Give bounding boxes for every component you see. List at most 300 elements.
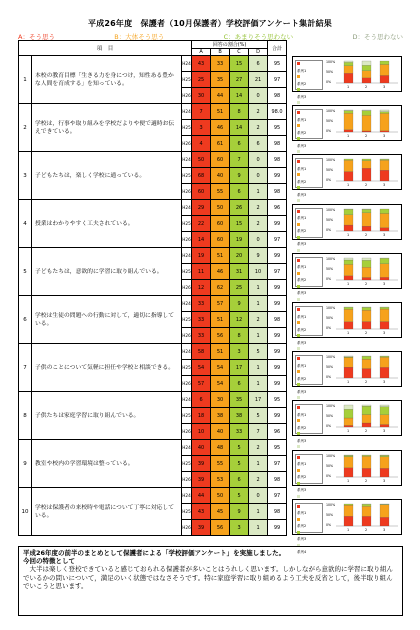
chart-bar-segment bbox=[344, 130, 353, 132]
value-b: 57 bbox=[211, 296, 230, 312]
item-question: 学校は生徒の問題への行動に対して，適切に指導している。 bbox=[32, 296, 182, 344]
chart-bar-segment bbox=[362, 504, 371, 506]
page-title: 平成26年度 保護者（10月保護者）学校評価アンケート集計結果 bbox=[88, 19, 332, 28]
results-table bbox=[18, 40, 287, 536]
value-a: 58 bbox=[192, 344, 211, 360]
chart-bar-segment bbox=[362, 159, 371, 161]
chart-category-label: 1 bbox=[347, 232, 350, 237]
legend-swatch bbox=[297, 173, 300, 176]
value-a: 43 bbox=[192, 504, 211, 520]
chart-category-label: 3 bbox=[383, 232, 386, 237]
value-total: 95 bbox=[268, 56, 287, 72]
value-total: 99 bbox=[268, 168, 287, 184]
value-total: 95 bbox=[268, 392, 287, 408]
header-item: 項 目 bbox=[19, 41, 192, 56]
summary-subtitle: 今回の特徴として bbox=[23, 557, 75, 566]
chart-legend-entry: 系列3 bbox=[297, 94, 307, 99]
legend-d: D：そう思わない bbox=[352, 33, 403, 41]
year-label: H26 bbox=[182, 424, 192, 440]
value-a: 50 bbox=[192, 152, 211, 168]
value-c: 26 bbox=[230, 200, 249, 216]
value-d: 2 bbox=[249, 472, 268, 488]
value-a: 12 bbox=[192, 280, 211, 296]
value-d: 1 bbox=[249, 376, 268, 392]
chart-tick-label: 50% bbox=[326, 512, 334, 517]
stacked-chart bbox=[292, 351, 402, 394]
legend-swatch bbox=[297, 285, 300, 288]
table-row bbox=[19, 248, 287, 264]
year-label: H24 bbox=[182, 104, 192, 120]
chart-category-label: 2 bbox=[365, 232, 368, 237]
chart-legend-entry: 系列3 bbox=[297, 340, 307, 345]
chart-category-label: 3 bbox=[383, 331, 386, 335]
value-d: 2 bbox=[249, 312, 268, 328]
chart-legend-entry: 系列2 bbox=[297, 81, 307, 86]
value-b: 55 bbox=[211, 456, 230, 472]
value-a: 6 bbox=[192, 392, 211, 408]
item-question: 子どもたちは，楽しく学校に通っている。 bbox=[32, 152, 182, 200]
year-label: H26 bbox=[182, 184, 192, 200]
chart-bar-segment bbox=[362, 71, 371, 78]
value-b: 48 bbox=[211, 440, 230, 456]
value-b: 60 bbox=[211, 152, 230, 168]
value-b: 40 bbox=[211, 424, 230, 440]
chart-legend-entry: 系列2 bbox=[297, 130, 307, 135]
chart-bar-segment bbox=[362, 307, 371, 310]
value-d: 1 bbox=[249, 184, 268, 200]
value-c: 9 bbox=[230, 504, 249, 520]
chart-legend-entry: 系列2 bbox=[297, 179, 307, 184]
legend-swatch bbox=[297, 160, 300, 163]
chart-legend-entry: 系列1 bbox=[297, 511, 307, 516]
chart-bar-segment bbox=[380, 277, 389, 280]
value-a: 33 bbox=[192, 296, 211, 312]
chart-bar-segment bbox=[344, 358, 353, 368]
chart-tick-label: 0% bbox=[326, 129, 332, 134]
chart-category-label: 2 bbox=[365, 183, 368, 188]
chart-bar-segment bbox=[380, 112, 389, 114]
value-c: 12 bbox=[230, 312, 249, 328]
value-a: 19 bbox=[192, 248, 211, 264]
value-c: 7 bbox=[230, 152, 249, 168]
value-d: 6 bbox=[249, 56, 268, 72]
chart-legend-entry: 系列2 bbox=[297, 425, 307, 430]
value-a: 14 bbox=[192, 232, 211, 248]
value-c: 33 bbox=[230, 424, 249, 440]
value-total: 97 bbox=[268, 72, 287, 88]
chart-category-label: 2 bbox=[365, 380, 368, 385]
value-b: 54 bbox=[211, 360, 230, 376]
year-label: H26 bbox=[182, 232, 192, 248]
chart-bar-segment bbox=[380, 258, 389, 264]
item-question: 子供たちは家庭学習に取り組んでいる。 bbox=[32, 392, 182, 440]
chart-bar-segment bbox=[380, 161, 389, 171]
chart-tick-label: 50% bbox=[326, 70, 334, 74]
chart-legend bbox=[295, 257, 323, 296]
chart-category-label: 1 bbox=[347, 331, 350, 335]
chart-tick-label: 0% bbox=[326, 80, 332, 84]
chart-bar-segment bbox=[380, 65, 389, 76]
chart-bar-segment bbox=[380, 425, 389, 427]
chart-category-label: 3 bbox=[383, 380, 386, 385]
chart-bar-segment bbox=[344, 456, 353, 467]
chart-legend-entry: 系列3 bbox=[297, 192, 307, 197]
chart-tick-label: 0% bbox=[326, 276, 332, 281]
chart-bar-segment bbox=[362, 405, 371, 406]
value-total: 99 bbox=[268, 376, 287, 392]
stacked-chart bbox=[292, 204, 402, 247]
chart-bar-segment bbox=[362, 110, 371, 111]
value-c: 3 bbox=[230, 520, 249, 536]
legend-swatch bbox=[297, 236, 300, 239]
chart-category-label: 1 bbox=[347, 429, 350, 434]
chart-bar-segment bbox=[344, 225, 353, 231]
value-total: 99 bbox=[268, 280, 287, 296]
chart-category-label: 1 bbox=[347, 183, 350, 188]
stacked-chart bbox=[292, 499, 402, 555]
value-b: 35 bbox=[211, 72, 230, 88]
chart-bar-segment bbox=[380, 407, 389, 415]
table-row bbox=[19, 440, 287, 456]
chart-bar-segment bbox=[344, 367, 353, 378]
item-question: 授業はわかりやすく工夫されている。 bbox=[32, 200, 182, 248]
value-c: 38 bbox=[230, 408, 249, 424]
value-d: 2 bbox=[249, 440, 268, 456]
chart-legend bbox=[295, 158, 323, 197]
value-a: 30 bbox=[192, 88, 211, 104]
chart-category-label: 2 bbox=[365, 429, 368, 434]
value-c: 6 bbox=[230, 472, 249, 488]
chart-bar-segment bbox=[380, 61, 389, 65]
value-total: 98 bbox=[268, 152, 287, 168]
value-c: 6 bbox=[230, 136, 249, 152]
chart-bar-segment bbox=[344, 322, 353, 329]
value-b: 33 bbox=[211, 56, 230, 72]
legend-swatch bbox=[297, 298, 300, 301]
value-total: 99 bbox=[268, 344, 287, 360]
chart-plot bbox=[326, 403, 400, 433]
chart-category-label: 1 bbox=[347, 527, 350, 532]
value-d: 2 bbox=[249, 104, 268, 120]
value-c: 5 bbox=[230, 440, 249, 456]
chart-category-label: 1 bbox=[347, 478, 350, 483]
item-number: 9 bbox=[19, 440, 32, 488]
value-d: 17 bbox=[249, 392, 268, 408]
value-c: 15 bbox=[230, 56, 249, 72]
chart-tick-label: 100% bbox=[326, 404, 336, 409]
chart-tick-label: 100% bbox=[326, 60, 336, 64]
legend-swatch bbox=[297, 482, 300, 485]
chart-bar-segment bbox=[362, 61, 371, 65]
chart-plot bbox=[326, 354, 400, 384]
chart-bar-segment bbox=[344, 111, 353, 114]
value-b: 30 bbox=[211, 392, 230, 408]
chart-bar-segment bbox=[362, 468, 371, 477]
value-d: 7 bbox=[249, 424, 268, 440]
year-label: H26 bbox=[182, 88, 192, 104]
chart-tick-label: 100% bbox=[326, 109, 336, 114]
legend-swatch bbox=[297, 456, 300, 459]
chart-tick-label: 50% bbox=[326, 463, 334, 468]
chart-bar-segment bbox=[362, 209, 371, 212]
chart-tick-label: 0% bbox=[326, 178, 332, 183]
value-d: 1 bbox=[249, 328, 268, 344]
year-label: H25 bbox=[182, 120, 192, 136]
chart-legend bbox=[295, 306, 323, 345]
item-number: 1 bbox=[19, 56, 32, 104]
legend-swatch bbox=[297, 75, 300, 78]
chart-plot bbox=[326, 157, 400, 187]
chart-legend-entry: 系列1 bbox=[297, 265, 307, 270]
item-number: 6 bbox=[19, 296, 32, 344]
chart-legend-entry: 系列1 bbox=[297, 462, 307, 467]
chart-tick-label: 0% bbox=[326, 227, 332, 232]
table-row bbox=[19, 392, 287, 408]
chart-bar-segment bbox=[380, 209, 389, 213]
value-c: 9 bbox=[230, 168, 249, 184]
table-row bbox=[19, 296, 287, 312]
legend-b: B：大体そう思う bbox=[114, 33, 165, 41]
value-b: 50 bbox=[211, 488, 230, 504]
value-c: 31 bbox=[230, 264, 249, 280]
year-label: H24 bbox=[182, 392, 192, 408]
value-a: 10 bbox=[192, 424, 211, 440]
value-d: 10 bbox=[249, 264, 268, 280]
chart-plot bbox=[326, 453, 400, 483]
year-label: H26 bbox=[182, 280, 192, 296]
chart-legend-entry: 系列1 bbox=[297, 166, 307, 171]
chart-bar-segment bbox=[362, 260, 371, 267]
chart-bar-segment bbox=[362, 116, 371, 132]
value-c: 25 bbox=[230, 280, 249, 296]
table-row bbox=[19, 104, 287, 120]
value-d: 2 bbox=[249, 200, 268, 216]
value-c: 15 bbox=[230, 216, 249, 232]
value-total: 97 bbox=[268, 232, 287, 248]
chart-tick-label: 50% bbox=[326, 168, 334, 173]
legend-swatch bbox=[297, 137, 300, 140]
legend-swatch bbox=[297, 321, 300, 324]
chart-legend-entry: 系列2 bbox=[297, 376, 307, 381]
chart-category-label: 3 bbox=[383, 134, 386, 139]
chart-legend-entry: 系列3 bbox=[297, 438, 307, 443]
chart-tick-label: 50% bbox=[326, 217, 334, 222]
value-total: 99 bbox=[268, 296, 287, 312]
header-b: B bbox=[211, 49, 230, 56]
chart-bar-segment bbox=[344, 110, 353, 111]
value-a: 68 bbox=[192, 168, 211, 184]
chart-bar-segment bbox=[362, 322, 371, 329]
chart-tick-label: 0% bbox=[326, 326, 332, 330]
legend-swatch bbox=[297, 495, 300, 498]
value-c: 14 bbox=[230, 88, 249, 104]
legend-swatch bbox=[297, 101, 300, 104]
chart-bar-segment bbox=[380, 322, 389, 329]
value-b: 51 bbox=[211, 312, 230, 328]
chart-category-label: 1 bbox=[347, 281, 350, 286]
value-b: 60 bbox=[211, 232, 230, 248]
item-number: 10 bbox=[19, 488, 32, 536]
value-d: 0 bbox=[249, 232, 268, 248]
chart-bar-segment bbox=[362, 506, 371, 516]
legend-swatch bbox=[297, 432, 300, 435]
year-label: H25 bbox=[182, 72, 192, 88]
chart-legend-entry: 系列2 bbox=[297, 475, 307, 480]
summary-box bbox=[18, 546, 403, 616]
chart-category-label: 2 bbox=[365, 85, 368, 89]
chart-bar-segment bbox=[362, 456, 371, 468]
value-b: 44 bbox=[211, 88, 230, 104]
stacked-chart bbox=[292, 253, 402, 296]
item-question: 教室や校内の学習環境は整っている。 bbox=[32, 440, 182, 488]
chart-legend-entry: 系列3 bbox=[297, 143, 307, 148]
stacked-chart bbox=[292, 154, 402, 197]
chart-legend-entry: 系列1 bbox=[297, 117, 307, 122]
chart-legend-entry: 系列3 bbox=[297, 537, 307, 542]
value-d: 1 bbox=[249, 504, 268, 520]
value-total: 96 bbox=[268, 200, 287, 216]
chart-category-label: 1 bbox=[347, 85, 350, 89]
chart-category-label: 3 bbox=[383, 527, 386, 532]
chart-category-label: 2 bbox=[365, 134, 368, 139]
chart-bar-segment bbox=[362, 212, 371, 225]
chart-bar-segment bbox=[380, 505, 389, 517]
chart-legend-entry: 系列1 bbox=[297, 216, 307, 221]
legend-swatch bbox=[297, 357, 300, 360]
legend-swatch bbox=[297, 505, 300, 508]
value-total: 99 bbox=[268, 248, 287, 264]
chart-legend bbox=[295, 404, 323, 443]
chart-bar-segment bbox=[362, 359, 371, 368]
legend-swatch bbox=[297, 210, 300, 213]
chart-bar-segment bbox=[344, 505, 353, 516]
legend-swatch bbox=[297, 469, 300, 472]
chart-bar-segment bbox=[380, 468, 389, 477]
year-label: H26 bbox=[182, 376, 192, 392]
value-c: 8 bbox=[230, 104, 249, 120]
value-d: 5 bbox=[249, 344, 268, 360]
value-b: 38 bbox=[211, 408, 230, 424]
value-total: 99 bbox=[268, 216, 287, 232]
value-total: 97 bbox=[268, 264, 287, 280]
value-total: 98 bbox=[268, 184, 287, 200]
year-label: H25 bbox=[182, 312, 192, 328]
chart-category-label: 2 bbox=[365, 331, 368, 335]
chart-bar-segment bbox=[344, 307, 353, 309]
value-a: 4 bbox=[192, 136, 211, 152]
header-total: 合計 bbox=[268, 41, 287, 56]
year-label: H24 bbox=[182, 200, 192, 216]
value-total: 99 bbox=[268, 408, 287, 424]
header-c: C bbox=[230, 49, 249, 56]
year-label: H26 bbox=[182, 136, 192, 152]
value-total: 99 bbox=[268, 520, 287, 536]
value-b: 51 bbox=[211, 344, 230, 360]
chart-bar-segment bbox=[344, 209, 353, 214]
item-question: 子どもたちは，意欲的に学習に取り組んでいる。 bbox=[32, 248, 182, 296]
chart-bar-segment bbox=[362, 455, 371, 456]
chart-tick-label: 100% bbox=[326, 158, 336, 163]
chart-legend-entry: 系列1 bbox=[297, 412, 307, 417]
chart-tick-label: 0% bbox=[326, 375, 332, 380]
value-c: 5 bbox=[230, 456, 249, 472]
legend-swatch bbox=[297, 396, 300, 399]
chart-tick-label: 100% bbox=[326, 256, 336, 261]
legend-swatch bbox=[297, 334, 300, 337]
summary-title: 平成26年度の前半のまとめとして保護者による「学校評価アンケート」を実施しました。 bbox=[23, 549, 286, 557]
chart-category-label: 1 bbox=[347, 380, 350, 385]
value-b: 62 bbox=[211, 280, 230, 296]
value-b: 40 bbox=[211, 168, 230, 184]
value-total: 96 bbox=[268, 424, 287, 440]
table-row bbox=[19, 488, 287, 504]
chart-tick-label: 100% bbox=[326, 502, 336, 507]
chart-category-label: 2 bbox=[365, 527, 368, 532]
value-d: 2 bbox=[249, 120, 268, 136]
chart-bar-segment bbox=[362, 78, 371, 83]
item-question: 学校は，行事や取り組みを学校だよりや便で適時お伝えできている。 bbox=[32, 104, 182, 152]
year-label: H25 bbox=[182, 264, 192, 280]
value-b: 46 bbox=[211, 264, 230, 280]
legend-a: A：そう思う bbox=[18, 33, 55, 41]
chart-bar-segment bbox=[380, 76, 389, 84]
chart-category-label: 2 bbox=[365, 478, 368, 483]
year-label: H24 bbox=[182, 56, 192, 72]
chart-plot bbox=[326, 59, 400, 89]
legend-swatch bbox=[297, 347, 300, 350]
legend-swatch bbox=[297, 249, 300, 252]
chart-bar-segment bbox=[380, 307, 389, 309]
chart-bar-segment bbox=[380, 114, 389, 131]
value-b: 54 bbox=[211, 376, 230, 392]
table-row bbox=[19, 344, 287, 360]
chart-plot bbox=[326, 256, 400, 286]
value-c: 27 bbox=[230, 72, 249, 88]
chart-legend-entry: 系列2 bbox=[297, 524, 307, 529]
year-label: H24 bbox=[182, 440, 192, 456]
chart-bar-segment bbox=[362, 131, 371, 132]
chart-tick-label: 50% bbox=[326, 316, 334, 320]
chart-legend-entry: 系列2 bbox=[297, 278, 307, 283]
chart-legend-entry: 系列2 bbox=[297, 229, 307, 234]
chart-bar-segment bbox=[344, 159, 353, 160]
chart-legend-entry: 系列1 bbox=[297, 68, 307, 73]
chart-bar-segment bbox=[362, 423, 371, 427]
chart-bar-segment bbox=[344, 516, 353, 526]
year-label: H25 bbox=[182, 168, 192, 184]
chart-bar-segment bbox=[344, 258, 353, 260]
chart-tick-label: 100% bbox=[326, 355, 336, 360]
legend-swatch bbox=[297, 419, 300, 422]
chart-legend bbox=[295, 208, 323, 247]
legend-swatch bbox=[297, 259, 300, 262]
value-c: 6 bbox=[230, 376, 249, 392]
value-b: 45 bbox=[211, 504, 230, 520]
stacked-chart bbox=[292, 400, 402, 443]
chart-tick-label: 100% bbox=[326, 306, 336, 310]
header-a: A bbox=[192, 49, 211, 56]
chart-bar-segment bbox=[362, 415, 371, 423]
legend-swatch bbox=[297, 62, 300, 65]
chart-legend-entry: 系列1 bbox=[297, 363, 307, 368]
chart-bar-segment bbox=[380, 456, 389, 468]
legend-swatch bbox=[297, 406, 300, 409]
value-a: 44 bbox=[192, 488, 211, 504]
value-a: 7 bbox=[192, 104, 211, 120]
chart-bar-segment bbox=[362, 267, 371, 277]
year-label: H24 bbox=[182, 248, 192, 264]
item-number: 4 bbox=[19, 200, 32, 248]
